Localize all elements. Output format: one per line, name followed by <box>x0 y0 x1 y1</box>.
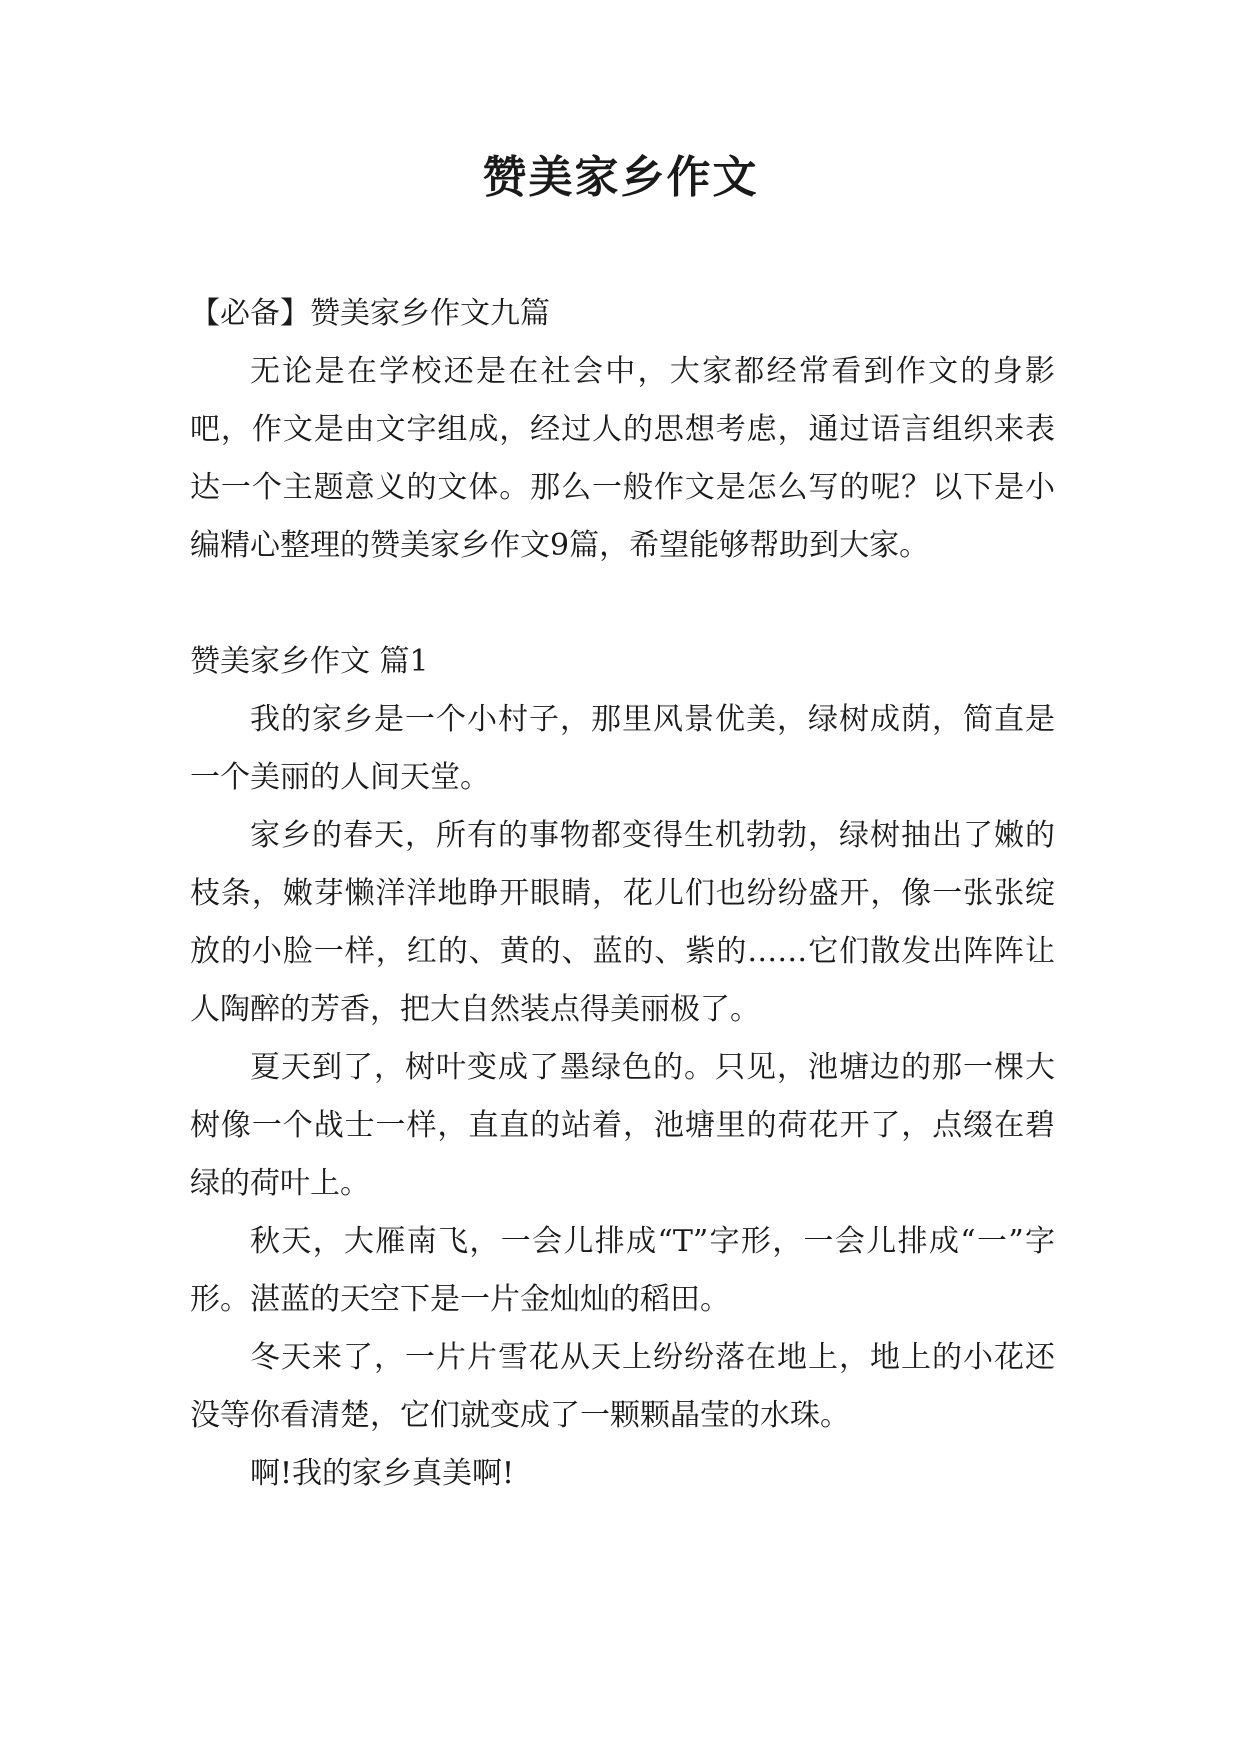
document-body <box>190 285 1055 1503</box>
document-title: 赞美家乡作文 <box>482 152 759 203</box>
document-subtitle: 【必备】赞美家乡作文九篇 <box>190 296 550 331</box>
essay-paragraph: 夏天到了，树叶变成了墨绿色的。只见，池塘边的那一棵大树像一个战士一样，直直的站着，池塘里的荷花开了，点缀在碧绿的荷叶上。 <box>190 1050 1055 1201</box>
essay-paragraph: 家乡的春天，所有的事物都变得生机勃勃，绿树抽出了嫩的枝条，嫩芽懒洋洋地睁开眼睛，花儿们也纷纷盛开，像一张张绽放的小脸一样，红的、黄的、蓝的、紫的……它们散发出阵阵让人陶醉的芳香，把大自然装点得美丽极了。 <box>190 818 1055 1027</box>
essay-paragraph: 秋天，大雁南飞，一会儿排成“T”字形，一会儿排成“一”字形。湛蓝的天空下是一片金灿灿的稻田。 <box>190 1224 1055 1317</box>
essay-paragraph: 我的家乡是一个小村子，那里风景优美，绿树成荫，简直是一个美丽的人间天堂。 <box>190 702 1055 795</box>
essay-paragraph: 冬天来了，一片片雪花从天上纷纷落在地上，地上的小花还没等你看清楚，它们就变成了一颗颗晶莹的水珠。 <box>190 1340 1055 1433</box>
intro-paragraph: 无论是在学校还是在社会中，大家都经常看到作文的身影吧，作文是由文字组成，经过人的思想考虑，通过语言组织来表达一个主题意义的文体。那么一般作文是怎么写的呢？以下是小编精心整理的赞美家乡作文9篇，希望能够帮助到大家。 <box>190 354 1055 563</box>
essay-paragraph: 啊!我的家乡真美啊! <box>250 1456 515 1491</box>
section-heading: 赞美家乡作文 篇1 <box>190 644 429 679</box>
